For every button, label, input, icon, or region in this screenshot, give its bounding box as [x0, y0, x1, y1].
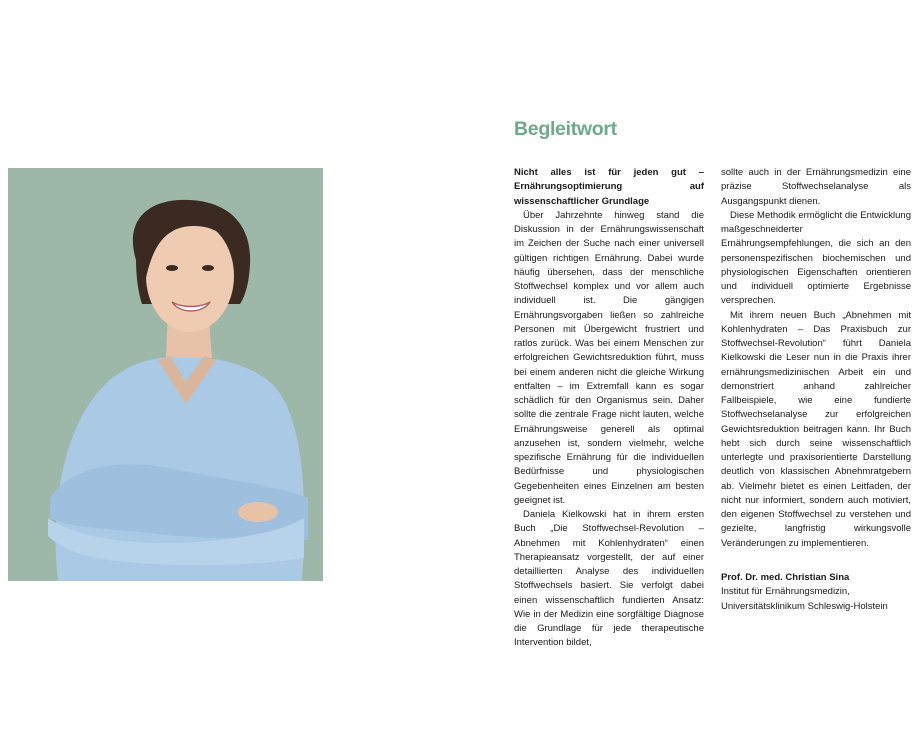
- text-column-right: [721, 166, 911, 551]
- author-name: Prof. Dr. med. Christian Sina: [721, 572, 850, 583]
- paragraph: Daniela Kielkowski hat in ihrem ersten Buch „Die Stoffwechsel-Revolution – Abnehmen mit Kohlenhydraten“ einen Therapieansatz vorgestellt, der auf einer detaillierten Analyse des individuellen Stoffwechsels basiert. Sie verfolgt dabei einen wissenschaftlich fundierten Ansatz: Wie in der Medizin eine sorgfältige Diagnose die Grundlage für jede therapeutische Intervention bildet,: [514, 509, 704, 649]
- paragraph: Über Jahrzehnte hinweg stand die Diskussion in der Ernährungswissenschaft im Zeichen der Suche nach einer universell gültigen richtigen Ernährung. Dabei wurde häufig übersehen, dass der menschliche Stoffwechsel komplex und vor allem auch individuell ist. Die gängigen Ernährungsvorgaben ließen so zahlreiche Personen mit Übergewicht frustriert und ratlos zurück. Was bei einem Menschen zur erfolgreichen Gewichtsreduktion führt, muss bei einem anderen nicht die gleiche Wirkung entfalten – im Extremfall kann es sogar schädlich für den Organismus sein. Daher sollte die zentrale Frage nicht lauten, welche Ernährungsweise generell als optimal anzusehen ist, sondern vielmehr, welche spezifische Ernährung für die individuellen Bedürfnisse und physiologischen Gegebenheiten eines Einzelnen am besten geeignet ist.: [514, 209, 704, 506]
- author-portrait-photo: [8, 168, 323, 581]
- paragraph: Diese Methodik ermöglicht die Entwicklung maßgeschneiderter Ernährungsempfehlungen, die sich an den personenspezifischen biochemischen und physiologischen Eigenschaften orientieren und individuell optimierte Ergebnisse versprechen.: [721, 209, 911, 307]
- page-heading: Begleitwort: [514, 118, 617, 140]
- author-institute: Institut für Ernährungsmedizin,: [721, 586, 850, 598]
- section-subtitle: Nicht alles ist für jeden gut – Ernährungsoptimierung auf wissenschaftlicher Grundlage: [514, 167, 704, 207]
- paragraph: sollte auch in der Ernährungsmedizin eine präzise Stoffwechselanalyse als Ausgangspunkt dienen.: [721, 167, 911, 207]
- text-column-left: [514, 166, 704, 651]
- paragraph: Mit ihrem neuen Buch „Abnehmen mit Kohlenhydraten – Das Praxisbuch zur Stoffwechsel-Revolution“ führt Daniela Kielkowski die Leser nun in die Praxis ihrer ernährungsmedizinischen Arbeit ein und demonstriert anhand zahlreicher Fallbeispiele, wie eine fundierte Stoffwechselanalyse zur erfolgreichen Gewichtsreduktion beitragen kann. Ihr Buch hebt sich durch seine wissenschaftlich unterlegte und praxisorientierte Darstellung deutlich von klassischen Abnehmratgebern ab. Vielmehr bietet es einen Leitfaden, der nicht nur informiert, sondern auch motiviert, den eigenen Stoffwechsel zu verstehen und gezielte, langfristig wirkungsvolle Veränderungen zu implementieren.: [721, 309, 911, 549]
- author-clinic: Universitätsklinikum Schleswig-Holstein: [721, 600, 888, 612]
- signature-block: [721, 571, 911, 614]
